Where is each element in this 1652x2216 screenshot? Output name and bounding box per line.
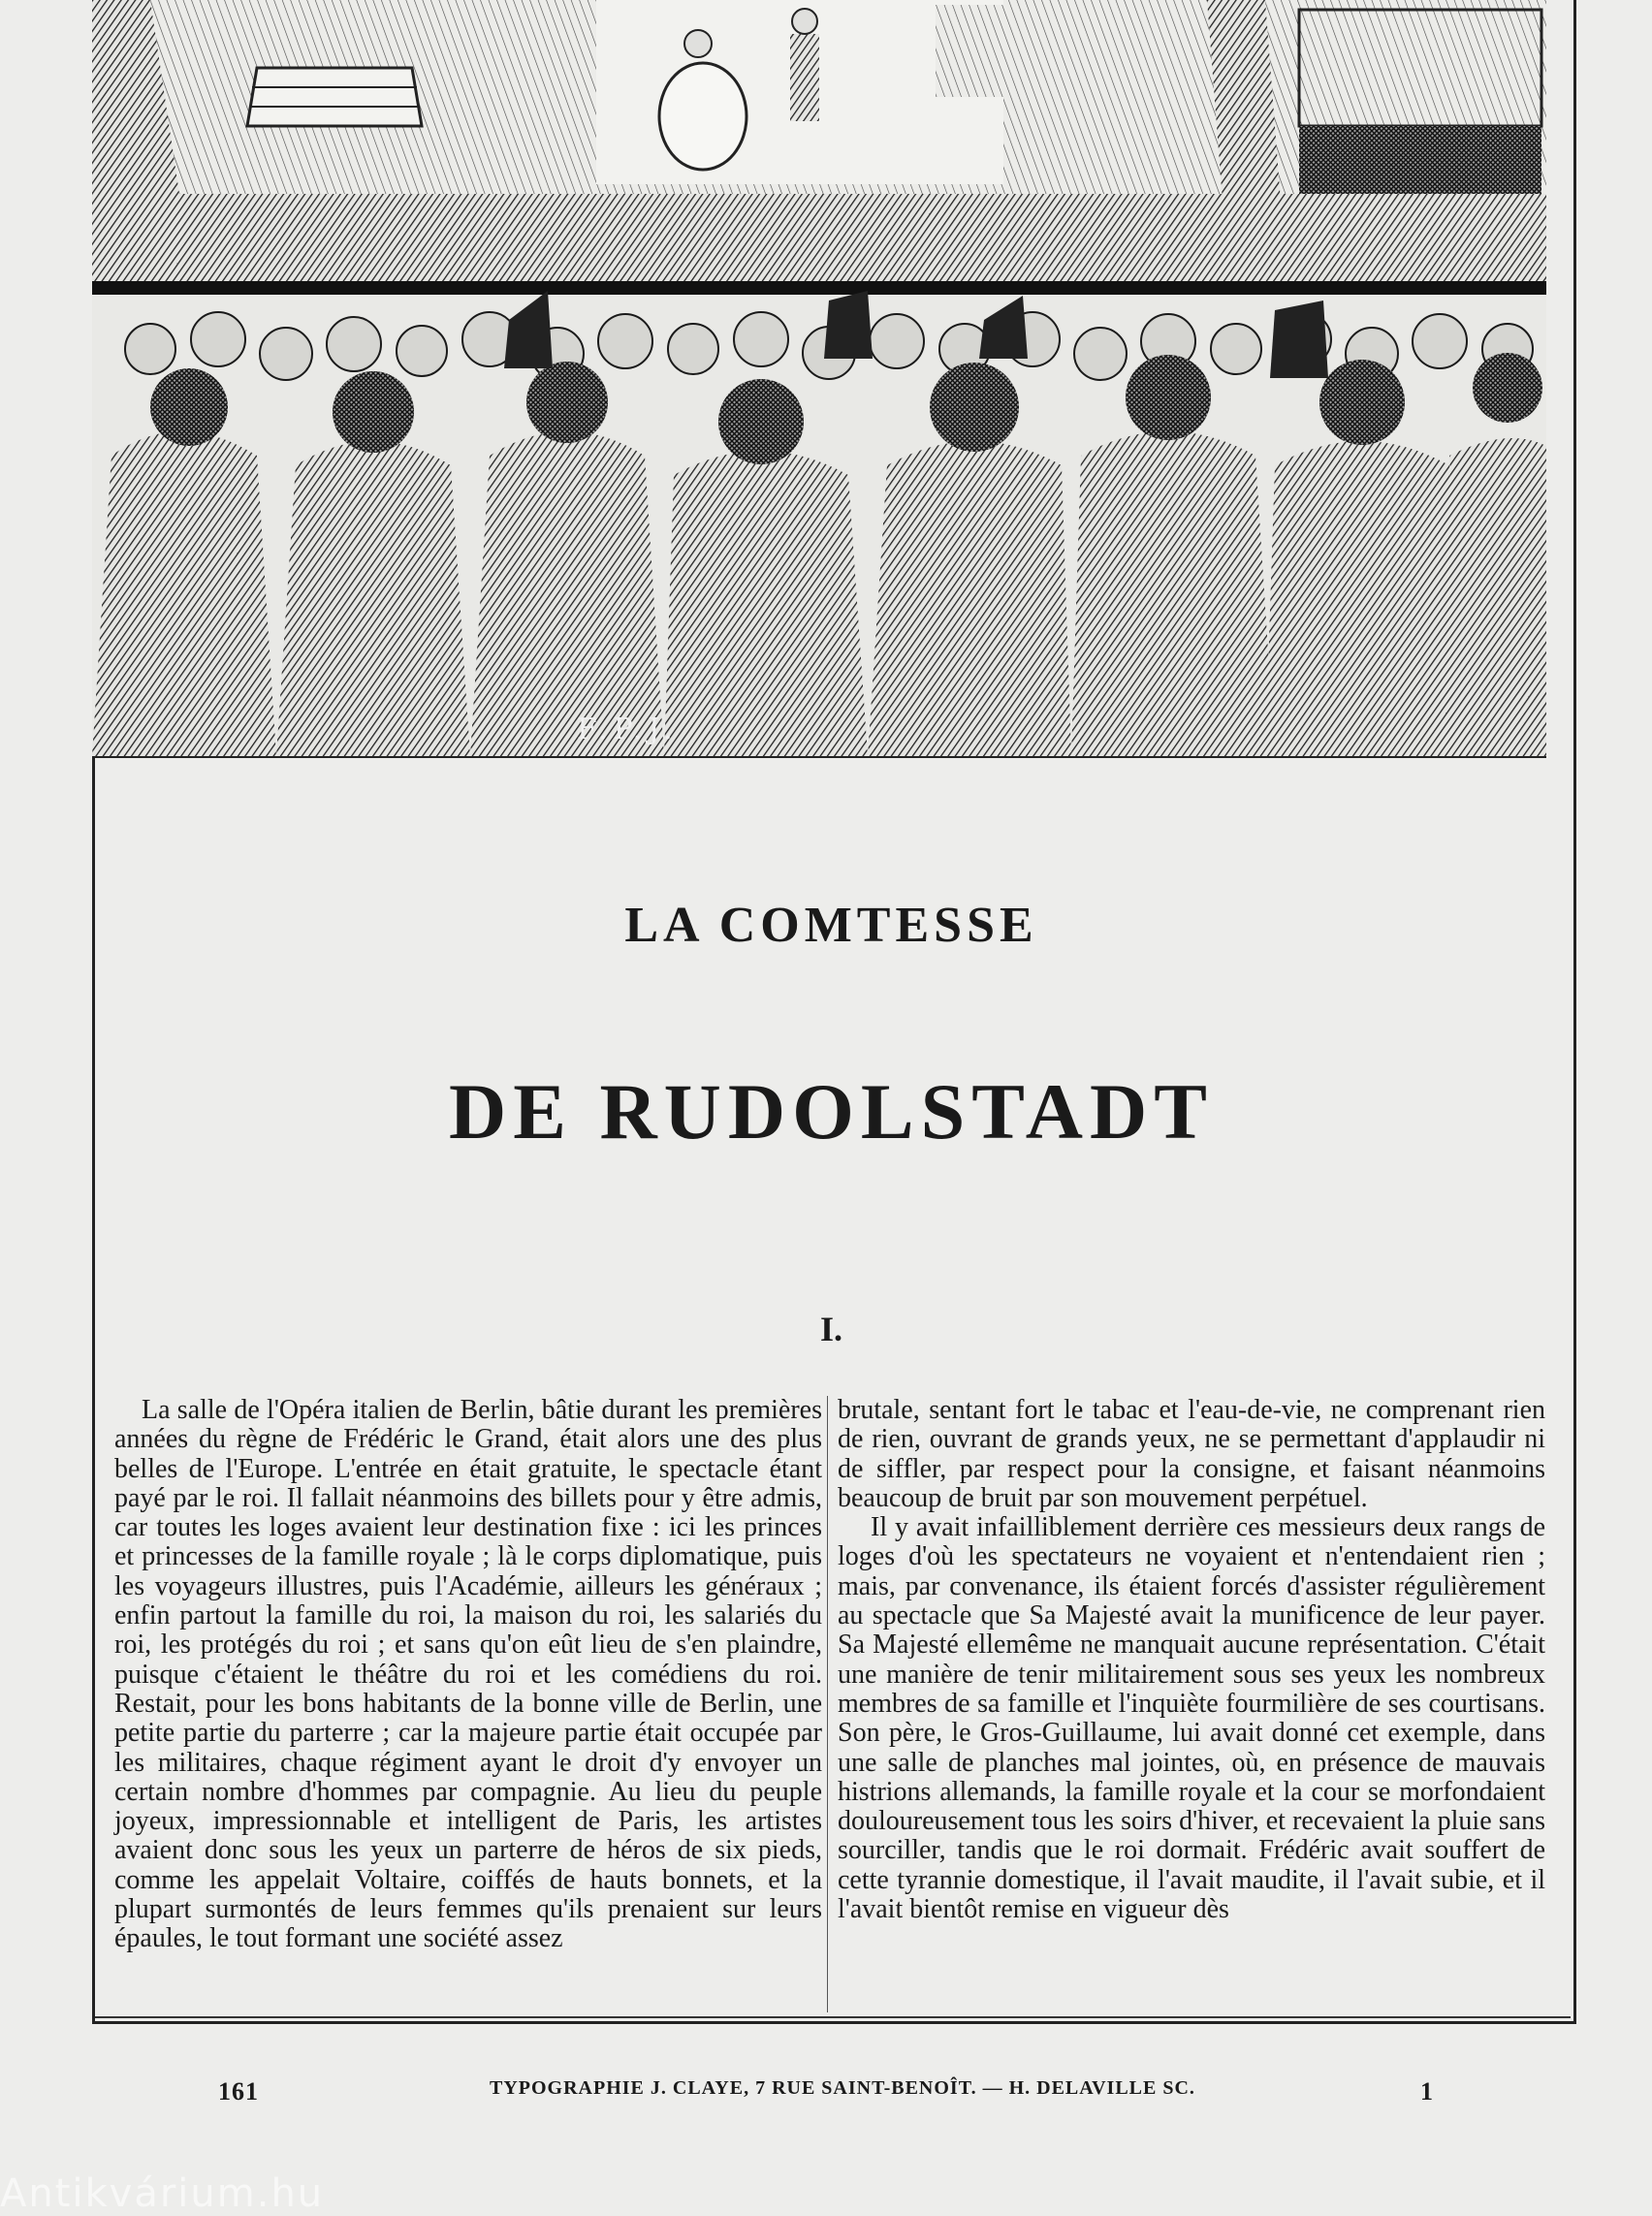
bleed-through-text — [107, 766, 1551, 1309]
right-column — [838, 1396, 1545, 1924]
left-paragraph: La salle de l'Opéra italien de Berlin, bâtie durant les premières années du règne de Frédéric le Grand, était alors une des plus belles de l'Europe. L'entrée en était gratuite, le spectacle étant payé par le roi. Il fallait néanmoins des billets pour y être admis, car toutes les loges avaient leur destination fixe : ici les princes et princesses de la famille royale ; là le corps diplomatique, puis les voyageurs illustres, puis l'Académie, ailleurs les généraux ; enfin partout la famille du roi, la maison du roi, les salariés du roi, les protégés du roi ; et sans qu'on eût lieu de s'en plaindre, puisque c'étaient le théâtre du roi et les comédiens du roi. Restait, pour les bons habitants de la bonne ville de Berlin, une petite partie du parterre ; car la majeure partie était occupée par les militaires, chaque régiment ayant le droit d'y envoyer un certain nombre d'hommes par compagnie. Au lieu du peuple joyeux, impressionnable et intelligent de Paris, les artistes avaient donc sous les yeux un parterre de héros de six pieds, comme les appelait Voltaire, coiffés de hauts bonnets, et la plupart surmontés de leurs femmes qu'ils prenaient sur leurs épaules, le tout formant une société assez — [114, 1395, 822, 1954]
chapter-number: I. — [819, 1310, 842, 1348]
column-divider — [827, 1396, 828, 2012]
left-column — [114, 1396, 822, 1954]
printer-imprint: TYPOGRAPHIE J. CLAYE, 7 RUE SAINT-BENOÎT. — H. DELAVILLE SC. — [490, 2077, 1195, 2099]
engraver-signature: F.P.J. — [577, 712, 679, 746]
watermark: Antikvárium.hu — [0, 2171, 325, 2216]
page-footer — [92, 2077, 1571, 2112]
opera-hall-engraving — [92, 0, 1546, 756]
engraving-illustration — [92, 0, 1546, 758]
title-line-1: LA COMTESSE — [624, 898, 1038, 953]
page-number: 161 — [218, 2077, 259, 2105]
sheet-number: 1 — [1420, 2077, 1434, 2105]
right-paragraph: brutale, sentant fort le tabac et l'eau-de-vie, ne comprenant rien de rien, ouvrant de grands yeux, ne se permettant d'applaudir ni de siffler, par respect pour la consigne, et faisant néanmoins beaucoup de bruit par son mouvement perpétuel. — [838, 1395, 1545, 1513]
right-paragraph: Il y avait infailliblement derrière ces messieurs deux rangs de loges d'où les spectateurs ne voyaient et n'entendaient rien ; mais, par convenance, ils étaient forcés d'assister régulièrement au spectacle que Sa Majesté avait la munificence de leur payer. Sa Majesté ellemême ne manquait aucune représentation. C'était une manière de tenir militairement sous ses yeux les nombreux membres de sa famille et l'inquiète fourmilière de ses courtisans. Son père, le Gros-Guillaume, lui avait donné cet exemple, dans une salle de planches mal jointes, où, en présence de mauvais histrions allemands, la famille royale et la cour se morfondaient douloureusement tous les soirs d'hiver, et recevaient la pluie sans sourciller, tandis que le roi dormait. Frédéric avait souffert de cette tyrannie domestique, il l'avait maudite, il l'avait subie, et il l'avait bientôt remise en vigueur dès — [838, 1512, 1545, 1925]
bottom-rule — [95, 2016, 1571, 2018]
title-line-2: DE RUDOLSTADT — [449, 1067, 1214, 1155]
